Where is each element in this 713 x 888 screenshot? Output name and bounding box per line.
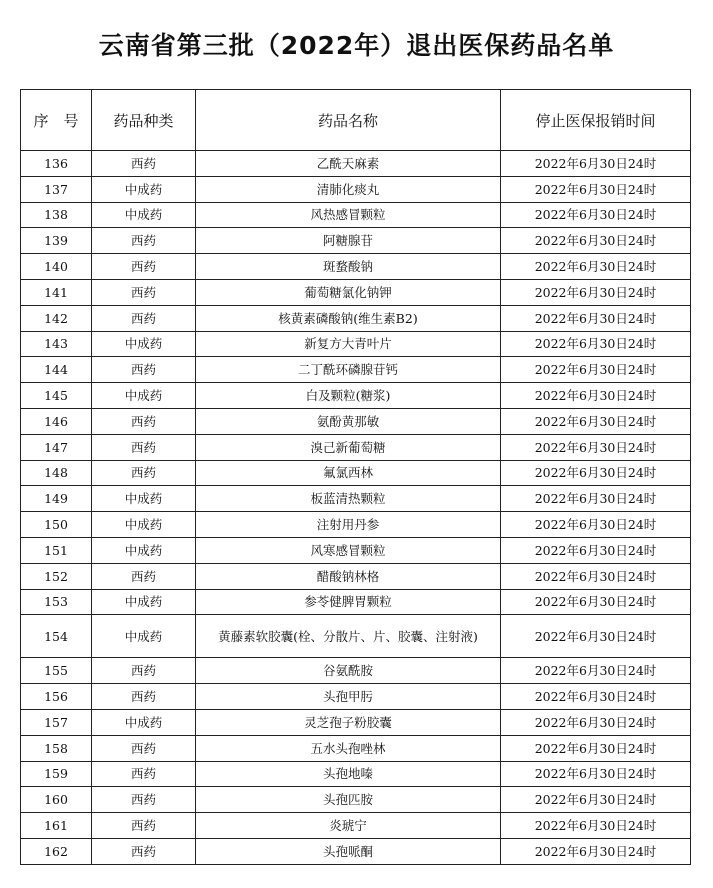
cell-name: 头孢地嗪 [196,761,501,787]
cell-type: 西药 [92,228,196,254]
cell-time: 2022年6月30日24时 [501,787,691,813]
cell-seq: 158 [21,735,92,761]
cell-type: 西药 [92,838,196,864]
cell-type: 西药 [92,305,196,331]
cell-time: 2022年6月30日24时 [501,512,691,538]
cell-type: 西药 [92,735,196,761]
table-row [21,331,691,357]
table-row [21,434,691,460]
header-name: 药品名称 [196,90,501,151]
table-row [21,486,691,512]
cell-type: 西药 [92,279,196,305]
cell-type: 西药 [92,408,196,434]
table-header-row [21,90,691,151]
cell-type: 中成药 [92,383,196,409]
cell-time: 2022年6月30日24时 [501,589,691,615]
cell-seq: 141 [21,279,92,305]
cell-type: 中成药 [92,331,196,357]
cell-name: 风热感冒颗粒 [196,202,501,228]
cell-name: 二丁酰环磷腺苷钙 [196,357,501,383]
cell-type: 中成药 [92,512,196,538]
cell-type: 中成药 [92,709,196,735]
cell-time: 2022年6月30日24时 [501,331,691,357]
cell-name: 灵芝孢子粉胶囊 [196,709,501,735]
table-row [21,202,691,228]
cell-time: 2022年6月30日24时 [501,176,691,202]
cell-name: 黄藤素软胶囊(栓、分散片、片、胶囊、注射液) [196,615,501,658]
cell-time: 2022年6月30日24时 [501,537,691,563]
table-row [21,151,691,177]
cell-seq: 157 [21,709,92,735]
table-row [21,838,691,864]
cell-seq: 137 [21,176,92,202]
table-row [21,813,691,839]
cell-name: 乙酰天麻素 [196,151,501,177]
cell-seq: 140 [21,254,92,280]
cell-name: 氟氯西林 [196,460,501,486]
cell-time: 2022年6月30日24时 [501,434,691,460]
cell-name: 炎琥宁 [196,813,501,839]
cell-name: 谷氨酰胺 [196,658,501,684]
table-row [21,383,691,409]
cell-type: 西药 [92,787,196,813]
cell-name: 核黄素磷酸钠(维生素B2) [196,305,501,331]
cell-seq: 151 [21,537,92,563]
cell-seq: 155 [21,658,92,684]
cell-name: 醋酸钠林格 [196,563,501,589]
cell-name: 风寒感冒颗粒 [196,537,501,563]
table-row [21,761,691,787]
cell-time: 2022年6月30日24时 [501,735,691,761]
cell-seq: 146 [21,408,92,434]
cell-seq: 136 [21,151,92,177]
cell-name: 新复方大青叶片 [196,331,501,357]
table-row [21,305,691,331]
cell-name: 溴己新葡萄糖 [196,434,501,460]
cell-time: 2022年6月30日24时 [501,563,691,589]
table-row [21,787,691,813]
table-row [21,460,691,486]
table-row [21,176,691,202]
cell-name: 阿糖腺苷 [196,228,501,254]
cell-name: 头孢甲肟 [196,684,501,710]
cell-name: 葡萄糖氯化钠钾 [196,279,501,305]
cell-type: 西药 [92,813,196,839]
header-type: 药品种类 [92,90,196,151]
cell-time: 2022年6月30日24时 [501,615,691,658]
cell-time: 2022年6月30日24时 [501,813,691,839]
cell-seq: 148 [21,460,92,486]
cell-seq: 142 [21,305,92,331]
cell-seq: 153 [21,589,92,615]
cell-seq: 139 [21,228,92,254]
table-row [21,658,691,684]
table-row [21,615,691,658]
cell-seq: 160 [21,787,92,813]
cell-type: 西药 [92,563,196,589]
cell-type: 西药 [92,684,196,710]
table-row [21,537,691,563]
table-row [21,684,691,710]
cell-seq: 138 [21,202,92,228]
drug-list-table [20,89,691,865]
cell-time: 2022年6月30日24时 [501,658,691,684]
cell-type: 西药 [92,254,196,280]
cell-type: 西药 [92,658,196,684]
cell-name: 斑蝥酸钠 [196,254,501,280]
cell-name: 五水头孢唑林 [196,735,501,761]
cell-name: 头孢匹胺 [196,787,501,813]
cell-time: 2022年6月30日24时 [501,202,691,228]
cell-seq: 143 [21,331,92,357]
cell-name: 头孢哌酮 [196,838,501,864]
cell-time: 2022年6月30日24时 [501,838,691,864]
cell-time: 2022年6月30日24时 [501,761,691,787]
cell-seq: 149 [21,486,92,512]
header-time: 停止医保报销时间 [501,90,691,151]
table-row [21,735,691,761]
cell-time: 2022年6月30日24时 [501,279,691,305]
page-title: 云南省第三批（2022年）退出医保药品名单 [98,31,615,60]
cell-name: 氨酚黄那敏 [196,408,501,434]
cell-type: 西药 [92,460,196,486]
cell-seq: 144 [21,357,92,383]
cell-seq: 145 [21,383,92,409]
cell-type: 西药 [92,761,196,787]
cell-seq: 154 [21,615,92,658]
header-seq: 序 号 [21,90,92,151]
cell-seq: 161 [21,813,92,839]
cell-type: 西药 [92,434,196,460]
cell-seq: 150 [21,512,92,538]
table-row [21,589,691,615]
cell-name: 注射用丹参 [196,512,501,538]
cell-time: 2022年6月30日24时 [501,684,691,710]
cell-seq: 162 [21,838,92,864]
cell-seq: 159 [21,761,92,787]
table-row [21,408,691,434]
cell-type: 西药 [92,357,196,383]
cell-type: 西药 [92,151,196,177]
cell-time: 2022年6月30日24时 [501,709,691,735]
cell-type: 中成药 [92,537,196,563]
cell-time: 2022年6月30日24时 [501,357,691,383]
cell-name: 清肺化痰丸 [196,176,501,202]
cell-time: 2022年6月30日24时 [501,151,691,177]
cell-type: 中成药 [92,589,196,615]
cell-time: 2022年6月30日24时 [501,408,691,434]
cell-seq: 147 [21,434,92,460]
cell-type: 中成药 [92,176,196,202]
cell-seq: 152 [21,563,92,589]
cell-time: 2022年6月30日24时 [501,228,691,254]
table-row [21,228,691,254]
cell-time: 2022年6月30日24时 [501,460,691,486]
cell-time: 2022年6月30日24时 [501,254,691,280]
table-body [21,151,691,865]
cell-type: 中成药 [92,486,196,512]
table-row [21,512,691,538]
table-row [21,357,691,383]
table-row [21,279,691,305]
cell-type: 中成药 [92,202,196,228]
cell-time: 2022年6月30日24时 [501,486,691,512]
cell-name: 板蓝清热颗粒 [196,486,501,512]
table-row [21,254,691,280]
cell-time: 2022年6月30日24时 [501,383,691,409]
cell-type: 中成药 [92,615,196,658]
cell-name: 参苓健脾胃颗粒 [196,589,501,615]
cell-seq: 156 [21,684,92,710]
cell-time: 2022年6月30日24时 [501,305,691,331]
table-row [21,709,691,735]
cell-name: 白及颗粒(糖浆) [196,383,501,409]
table-row [21,563,691,589]
